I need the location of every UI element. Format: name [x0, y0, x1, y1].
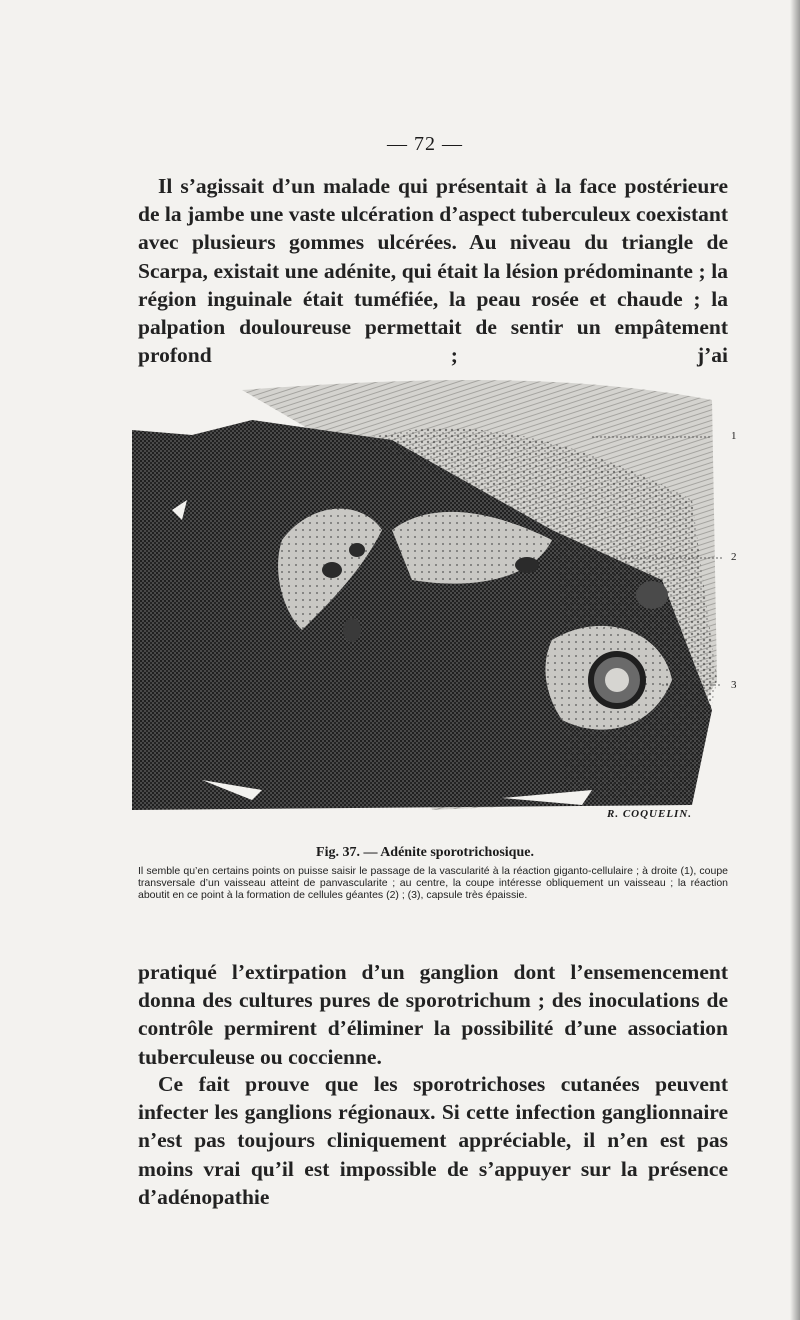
paragraph-conclusion: Ce fait prouve que les sporotrichoses cutanées peuvent infecter les ganglions régionaux. Si cette infection ganglionnaire n’est pas toujours cliniquement appréciable, il n’en est pas moins vrai qu’il est impossible de s’appuyer sur la présence d’adénopathie	[138, 1072, 728, 1209]
page-edge-shadow	[790, 0, 800, 1320]
figure-marker-1: 1	[731, 430, 737, 442]
artist-signature: R. COQUELIN.	[607, 808, 693, 820]
histology-illustration	[132, 380, 722, 820]
figure-marker-2: 2	[731, 551, 737, 563]
figure-caption: Fig. 37. — Adénite sporotrichosique.	[316, 845, 534, 860]
histology-figure	[132, 380, 722, 820]
figure-marker-3: 3	[731, 679, 737, 691]
figure-legend: Il semble qu’en certains points on puisse saisir le passage de la vascularité à la réaction giganto-cellulaire ; à droite (1), coupe transversale d’un vaisseau atteint de panvascularite ; au centre, la coupe intéresse obliquement un vaisseau ; la réaction aboutit en ce point à la formation de cellules géantes (2) ; (3), capsule très épaissie.	[138, 865, 728, 902]
paragraph-intro: Il s’agissait d’un malade qui présentait à la face postérieure de la jambe une vaste ulcération d’aspect tuberculeux coexistant avec plusieurs gommes ulcérées. Au niveau du triangle de Scarpa, existait une adénite, qui était la lésion prédominante ; la région inguinale était tuméfiée, la peau rosée et chaude ; la palpation douloureuse permettait de sentir un empâtement profond ; j’ai	[138, 174, 728, 368]
page-number: — 72 —	[387, 133, 463, 155]
paragraph-extirpation: pratiqué l’extirpation d’un ganglion dont l’ensemencement donna des cultures pures de sporotrichum ; des inoculations de contrôle permirent d’éliminer la possibilité d’une association tuberculeuse ou coccienne.	[138, 960, 728, 1069]
